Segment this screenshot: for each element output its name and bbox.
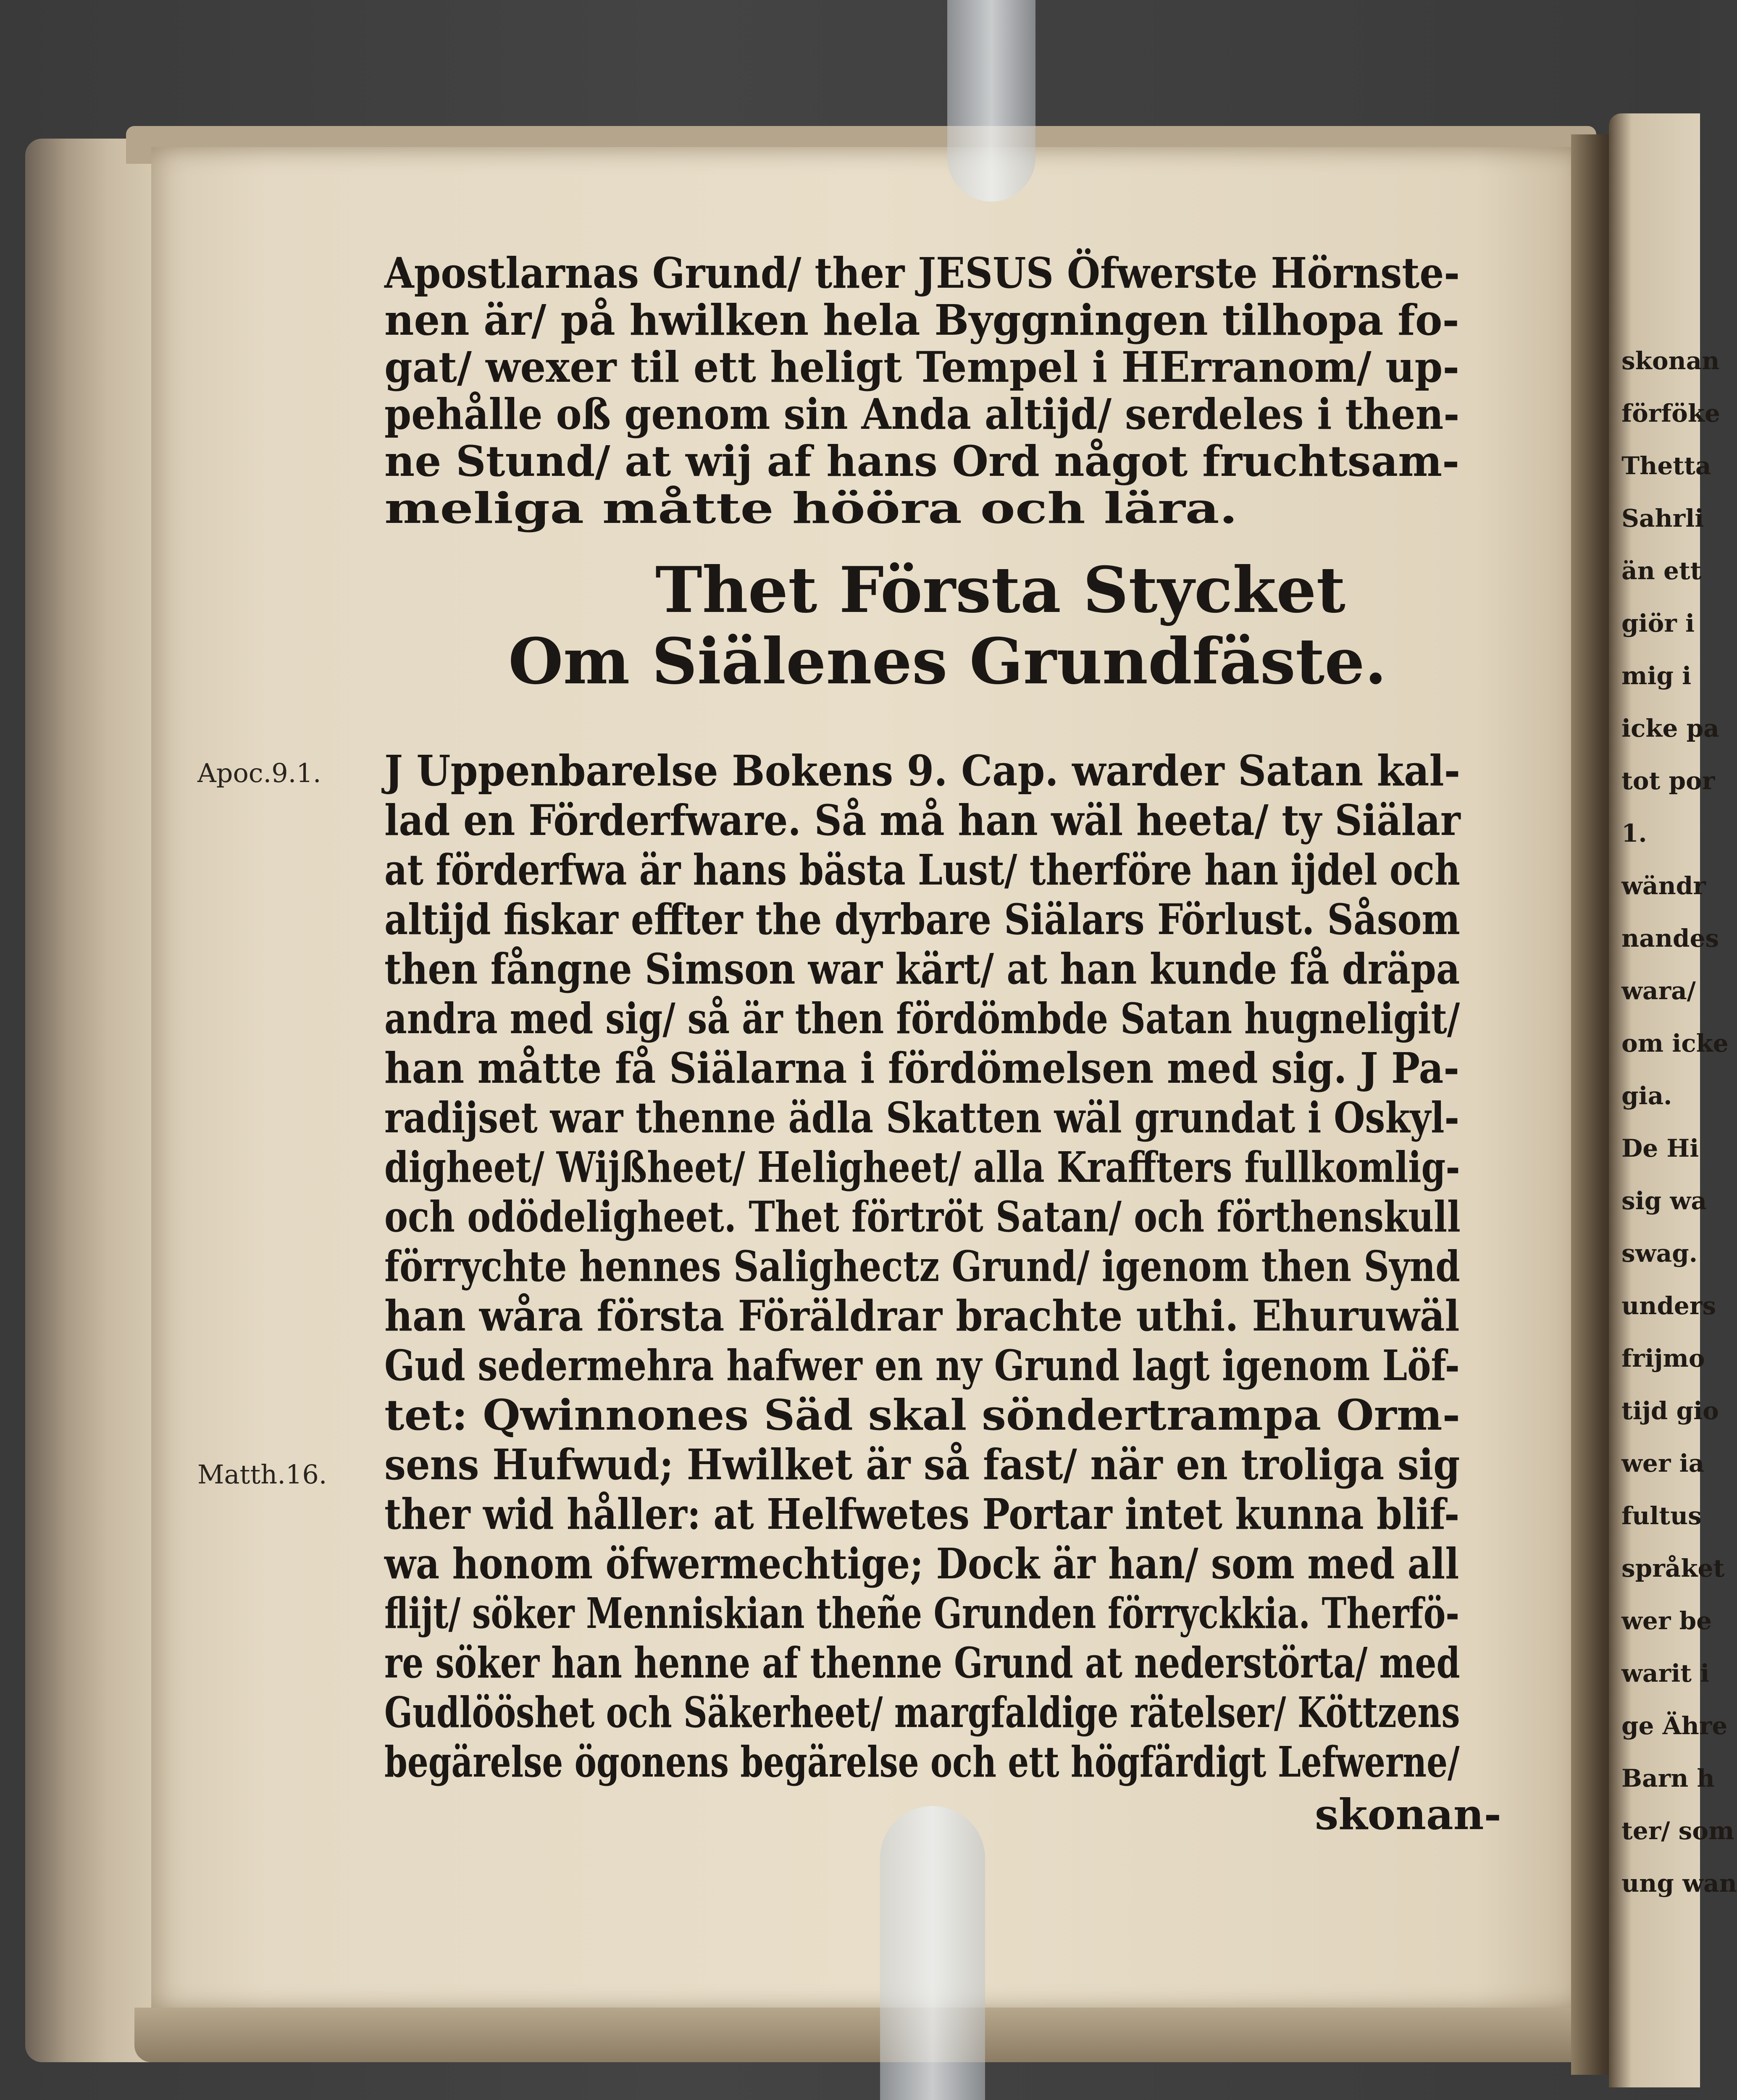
body-line: flijt/ söker Menniskian theñe Grunden förryckkia. Therfö- bbox=[384, 1588, 1460, 1638]
facing-page-line: tot por bbox=[1621, 766, 1715, 795]
facing-page-line: De Hi bbox=[1621, 1134, 1699, 1163]
body-line: sens Hufwud; Hwilket är så fast/ när en troliga sig bbox=[384, 1440, 1460, 1489]
intro-line: Apostlarnas Grund/ ther JESUS Öfwerste Hörnste- bbox=[384, 248, 1460, 298]
facing-page-line: giör i bbox=[1621, 609, 1695, 638]
body-line: begärelse ögonens begärelse och ett högfärdigt Lefwerne/ bbox=[384, 1737, 1460, 1787]
facing-page-line: wer be bbox=[1621, 1606, 1712, 1635]
margin-note-apoc: Apoc.9.1. bbox=[197, 758, 321, 788]
facing-page-line: ter/ som bbox=[1621, 1816, 1734, 1845]
facing-page-line: 1. bbox=[1621, 819, 1647, 848]
book-fore-edge bbox=[25, 139, 164, 2062]
body-line: then fångne Simson war kärt/ at han kunde få dräpa bbox=[384, 944, 1460, 994]
body-line: Gud sedermehra hafwer en ny Grund lagt igenom Löf- bbox=[384, 1341, 1460, 1390]
facing-page-line: unders bbox=[1621, 1292, 1716, 1320]
body-line: och odödeligheet. Thet förtröt Satan/ och förthenskull bbox=[384, 1192, 1461, 1242]
facing-page-line: icke pa bbox=[1621, 714, 1719, 743]
body-line: digheet/ Wijßheet/ Heligheet/ alla Kraffters fullkomlig- bbox=[384, 1142, 1460, 1192]
facing-page-line: frijmo bbox=[1621, 1344, 1705, 1373]
facing-page-line: Thetta bbox=[1621, 452, 1711, 480]
facing-page-line: gia. bbox=[1621, 1082, 1672, 1110]
body-line: J Uppenbarelse Bokens 9. Cap. warder Satan kal- bbox=[384, 746, 1461, 795]
facing-page-line: skonan bbox=[1621, 346, 1720, 375]
facing-page-line: wändr bbox=[1621, 872, 1706, 900]
facing-page-line: sig wa bbox=[1621, 1186, 1707, 1215]
body-line: han måtte få Siälarna i fördömelsen med sig. J Pa- bbox=[384, 1043, 1459, 1093]
body-line: Gudlööshet och Säkerheet/ margfaldige rätelser/ Köttzens bbox=[384, 1688, 1460, 1737]
facing-page-line: förföke bbox=[1621, 399, 1720, 428]
body-line: wa honom öfwermechtige; Dock är han/ som med all bbox=[384, 1539, 1459, 1588]
body-line: lad en Förderfware. Så må han wäl heeta/ ty Siälar bbox=[384, 795, 1461, 845]
facing-page-line: Barn h bbox=[1621, 1764, 1715, 1793]
body-line: at förderfwa är hans bästa Lust/ therföre han ijdel och bbox=[384, 845, 1460, 895]
facing-page bbox=[1609, 113, 1737, 2087]
facing-page-line: ge Ähre bbox=[1621, 1712, 1728, 1740]
facing-page-line: fultus bbox=[1621, 1502, 1702, 1530]
facing-page-line: ung wan bbox=[1621, 1869, 1737, 1898]
facing-page-line: mig i bbox=[1621, 662, 1692, 690]
page-clip-top bbox=[947, 0, 1035, 202]
intro-line: pehålle oß genom sin Anda altijd/ serdeles i then- bbox=[384, 389, 1460, 439]
intro-line: gat/ wexer til ett heligt Tempel i HErranom/ up- bbox=[384, 342, 1460, 392]
facing-page-line: nandes bbox=[1621, 924, 1719, 953]
intro-line: nen är/ på hwilken hela Byggningen tilhopa fo- bbox=[384, 295, 1459, 345]
body-line: han wåra första Föräldrar brachte uthi. Ehuruwäl bbox=[384, 1291, 1460, 1341]
facing-page-line: warit i bbox=[1621, 1659, 1710, 1688]
body-line: altijd fiskar effter the dyrbare Siälars Förlust. Såsom bbox=[384, 895, 1460, 944]
body-line: ther wid håller: at Helfwetes Portar intet kunna blif- bbox=[384, 1489, 1460, 1539]
facing-page-line: wara/ bbox=[1621, 976, 1696, 1005]
facing-page-line: språket bbox=[1621, 1554, 1725, 1583]
facing-page-line: Sahrli bbox=[1621, 504, 1704, 533]
body-line: förrychte hennes Salighectz Grund/ igenom then Synd bbox=[384, 1242, 1460, 1291]
page-clip-bottom bbox=[880, 1806, 985, 2100]
facing-page-line: än ett bbox=[1621, 556, 1702, 585]
intro-line: ne Stund/ at wij af hans Ord något fruchtsam- bbox=[384, 436, 1460, 486]
catchword: skonan- bbox=[1315, 1790, 1501, 1839]
body-line: re söker han henne af thenne Grund at nederstörta/ med bbox=[384, 1638, 1460, 1688]
facing-page-line: om icke bbox=[1621, 1029, 1729, 1058]
section-heading-line-1: Thet Första Stycket bbox=[655, 553, 1345, 627]
margin-note-matth: Matth.16. bbox=[197, 1459, 327, 1490]
body-line: tet: Qwinnones Säd skal söndertrampa Orm- bbox=[384, 1390, 1461, 1440]
facing-page-line: swag. bbox=[1621, 1239, 1698, 1268]
page-bottom-edge bbox=[134, 2008, 1592, 2062]
body-line: andra med sig/ så är then fördömbde Satan hugneligit/ bbox=[384, 994, 1460, 1043]
facing-page-line: wer ia bbox=[1621, 1449, 1705, 1478]
section-heading-line-2: Om Siälenes Grundfäste. bbox=[508, 625, 1387, 698]
facing-page-line: tijd gio bbox=[1621, 1396, 1719, 1425]
body-line: radijset war thenne ädla Skatten wäl grundat i Oskyl- bbox=[384, 1093, 1459, 1142]
intro-line: meliga måtte hööra och lära. bbox=[384, 483, 1238, 533]
